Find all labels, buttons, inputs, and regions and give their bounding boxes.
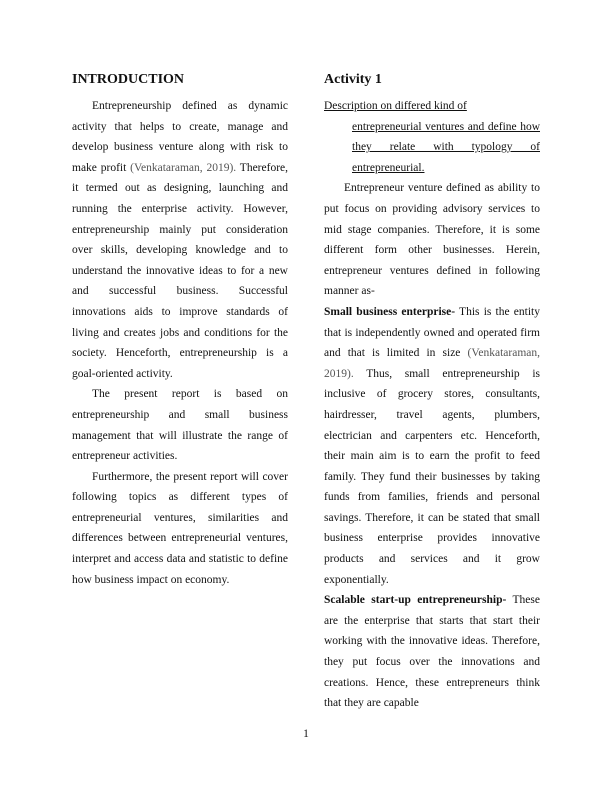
scalable-startup-term: Scalable start-up entrepreneurship- — [324, 594, 507, 607]
citation: (Venkataraman, 2019). — [130, 161, 237, 174]
small-business-text-a: This is the entity that is independently owned and operated firm and that is limited in size — [324, 305, 540, 360]
small-business-paragraph — [324, 302, 540, 590]
scalable-startup-text: These are the enterprise that starts that start their working with the innovative ideas. Therefore, they put focus over the innovations and creations. Hence, these entrepreneurs think that they are capable — [324, 594, 540, 710]
intro-paragraph-1 — [72, 96, 288, 384]
small-business-term: Small business enterprise- — [324, 305, 456, 318]
activity-heading: Activity 1 — [324, 72, 382, 87]
intro-p1-text-b: Therefore, it termed out as designing, launching and running the enterprise activity. However, entrepreneurship mainly put consideration over skills, developing knowledge and to understand the innovative ideas to for a new and successful business. Successful innovations aids to improve standards of living and creates jobs and conditions for the society. Henceforth, entrepreneurship is a goal-oriented activity. — [72, 161, 289, 380]
introduction-heading: INTRODUCTION — [72, 72, 185, 87]
scalable-startup-paragraph — [324, 590, 540, 714]
citation: (Venkataraman, 2019). — [324, 347, 540, 380]
intro-p1-text-a: Entrepreneurship defined as dynamic activity that helps to create, manage and develop business venture along with risk to make profit — [72, 100, 288, 174]
description-line-1: Description on differed kind of — [324, 100, 467, 112]
activity-description — [324, 96, 540, 178]
intro-paragraph-2: The present report is based on entrepreneurship and small business management that will illustrate the range of entrepreneur activities. — [72, 388, 288, 463]
left-column — [72, 70, 288, 590]
venture-paragraph: Entrepreneur venture defined as ability to put focus on providing advisory services to mid stage companies. Therefore, it is some different form other businesses. Herein, entrepreneur ventures defined in following manner as- — [324, 182, 540, 298]
small-business-text-b: Thus, small entrepreneurship is inclusive of grocery stores, consultants, hairdresser, travel agents, plumbers, electrician and carpenters etc. Henceforth, their main aim is to earn the profit to feed family. They fund their businesses by taking funds from families, friends and personal savings. Therefore, it can be stated that small business enterprise provides innovative products and services and it grow exponentially. — [324, 367, 540, 586]
right-column — [324, 70, 540, 714]
description-continuation: entrepreneurial ventures and define how they relate with typology of entrepreneurial. — [352, 120, 540, 174]
page-number: 1 — [303, 728, 309, 740]
intro-paragraph-3: Furthermore, the present report will cover following topics as different types of entrepreneurial ventures, similarities and differences between entrepreneurial ventures, interpret and access data and statistic to define how business impact on economy. — [72, 470, 288, 586]
